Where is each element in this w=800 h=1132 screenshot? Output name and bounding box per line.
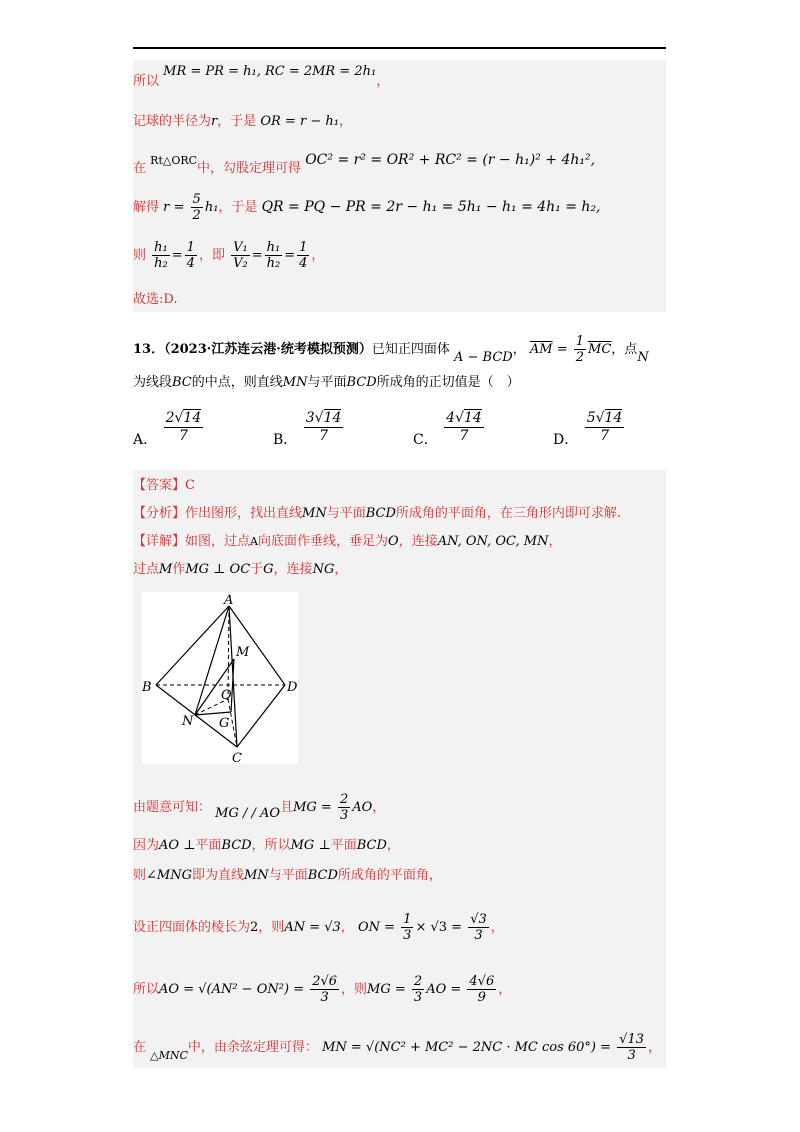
label-o: O bbox=[221, 688, 232, 703]
vector-am: $\overline{AM}$ bbox=[529, 342, 553, 357]
text: 的中点，则直线 bbox=[191, 375, 283, 390]
step-line: 由题意可知： MG / / AO且MG = $\frac{2}{3}$ AO， bbox=[133, 792, 386, 823]
math-var: h₁ bbox=[204, 200, 219, 215]
answer-value: C bbox=[185, 478, 195, 493]
question-line: 13．（2023·江苏连云港·统考模拟预测）已知正四面体 A − BCD， $\overline{AM}$ = $\frac{1}{2}$ $\overline{MC}$，点N bbox=[133, 334, 649, 365]
text: 所以 bbox=[133, 74, 160, 89]
math-var: BCD bbox=[346, 375, 377, 390]
label-b: B bbox=[142, 680, 152, 695]
step-line: 设正四面体的棱长为2，则AN = √3， ON = $\frac{1}{3}$ × √3 = $\frac{√3}{3}$ ， bbox=[133, 912, 504, 943]
text: ， bbox=[338, 114, 352, 129]
solution-line bbox=[133, 150, 596, 176]
text: ，即 bbox=[198, 248, 225, 263]
text: 为线段 bbox=[133, 375, 173, 390]
step-line: 因为AO ⊥平面BCD，所以MG ⊥平面BCD， bbox=[133, 838, 400, 853]
step-line: 则∠MNG即为直线MN与平面BCD所成角的平面角， bbox=[133, 868, 442, 883]
solution-line: 则 $\frac{\text{h₁}}{\text{h₂}}$ = $\frac{1}{4}$ ，即 $\frac{\text{V₁}}{\text{V₂}}$ = $\frac{\text{h₁}}{\text{h₂}}$ = $\frac{1}{4}$ ， bbox=[133, 240, 325, 271]
math-var: r bbox=[211, 114, 218, 129]
detail-line: 【详解】如图，过点A向底面作垂线，垂足为O，连接AN, ON, OC, MN， bbox=[133, 534, 562, 549]
fraction: $\frac{1}{4}$ bbox=[299, 240, 308, 271]
label-c: C bbox=[232, 751, 242, 764]
edge-nm bbox=[195, 659, 234, 715]
question-number: 13． bbox=[133, 342, 165, 357]
fraction: $\frac{1}{2}$ bbox=[575, 334, 585, 365]
math-expression: MR = PR = h₁, RC = 2MR = 2h₁ bbox=[163, 64, 377, 79]
fraction: $\frac{\text{h₁}}{\text{h₂}}$ bbox=[154, 240, 168, 271]
text: 与平面 bbox=[307, 375, 347, 390]
vector-mc: $\overline{MC}$ bbox=[588, 342, 612, 357]
text: 中，勾股定理可得 bbox=[197, 161, 302, 176]
answer-box bbox=[133, 470, 666, 1068]
solution-line bbox=[133, 64, 390, 92]
answer-tag: 【答案】 bbox=[133, 478, 186, 493]
math-expression: OC² = r² = OR² + RC² = (r − h₁)² + 4h₁², bbox=[305, 152, 596, 168]
fraction: $\frac{1}{4}$ bbox=[186, 240, 195, 271]
option-a[interactable]: A． $\frac{2√14}{7}$ bbox=[133, 410, 202, 448]
previous-solution-box bbox=[133, 60, 666, 312]
text: ，点 bbox=[611, 342, 638, 357]
label-m: M bbox=[236, 645, 250, 660]
edge-dc bbox=[237, 685, 285, 747]
step-line: 所以AO = √(AN² − ON²) = $\frac{2√6}{3}$ ，则MG = $\frac{2}{3}$ AO = $\frac{4√6}{9}$ ， bbox=[133, 974, 512, 1005]
label-g: G bbox=[219, 716, 230, 731]
text: 已知正四面体 bbox=[371, 342, 450, 357]
text: 则 bbox=[133, 248, 147, 263]
detail-line: 过点M作MG ⊥ OC于G，连接NG， bbox=[133, 562, 348, 577]
tetrahedron-figure bbox=[142, 592, 298, 764]
math-expression: OR = r − h₁ bbox=[260, 114, 339, 129]
text: 记球的半径为 bbox=[133, 114, 212, 129]
math-expression: QR = PQ − PR = 2r − h₁ = 5h₁ − h₁ = 4h₁ = h₂, bbox=[261, 199, 601, 215]
math-var: r = bbox=[163, 200, 185, 215]
edge-ng bbox=[195, 712, 231, 715]
text: ，于是 bbox=[217, 114, 257, 129]
step-line: 在 $_{\triangle MNC}$中，由余弦定理可得： MN = √(NC² + MC² − 2NC · MC cos 60°) = $\frac{√13}{3}$ ， bbox=[133, 1032, 662, 1063]
text: ， bbox=[311, 248, 325, 263]
label-n: N bbox=[182, 714, 194, 729]
analysis-tag: 【分析】 bbox=[133, 506, 186, 521]
text: 在 bbox=[133, 161, 147, 176]
solution-line bbox=[133, 112, 352, 132]
header-rule bbox=[133, 47, 666, 49]
math-var: N bbox=[637, 350, 649, 365]
math-expression: Rt△ORC bbox=[150, 154, 198, 167]
tetrahedron-diagram bbox=[142, 592, 298, 764]
question-source: （2023·江苏连云港·统考模拟预测） bbox=[164, 342, 372, 357]
final-choice-text: 故选:D. bbox=[133, 292, 178, 307]
analysis-line: 【分析】作出图形，找出直线MN与平面BCD所成角的平面角，在三角形内即可求解. bbox=[133, 506, 622, 521]
text: ， bbox=[376, 74, 390, 89]
option-c[interactable]: C． $\frac{4√14}{7}$ bbox=[413, 410, 482, 448]
fraction: $\frac{\text{h₁}}{\text{h₂}}$ bbox=[266, 240, 281, 271]
edge-ab bbox=[156, 606, 229, 685]
detail-tag: 【详解】 bbox=[133, 534, 186, 549]
math-expression: A − BCD bbox=[453, 350, 513, 365]
fraction: $\frac{\text{V₁}}{\text{V₂}}$ bbox=[233, 240, 248, 271]
option-d[interactable]: D． $\frac{5√14}{7}$ bbox=[553, 410, 623, 448]
solution-line bbox=[133, 192, 601, 223]
option-b[interactable]: B． $\frac{3√14}{7}$ bbox=[273, 410, 342, 448]
label-d: D bbox=[287, 680, 298, 695]
answer-line bbox=[133, 476, 195, 496]
label-a: A bbox=[224, 593, 234, 608]
text: ，于是 bbox=[218, 200, 258, 215]
math-var: BC bbox=[172, 375, 192, 390]
text: 解得 bbox=[133, 200, 160, 215]
text: 所成角的正切值是（ ） bbox=[376, 375, 520, 390]
question-line bbox=[133, 373, 520, 393]
math-var: MN bbox=[282, 375, 308, 390]
fraction: $\frac{5}{2}$ bbox=[192, 192, 201, 223]
